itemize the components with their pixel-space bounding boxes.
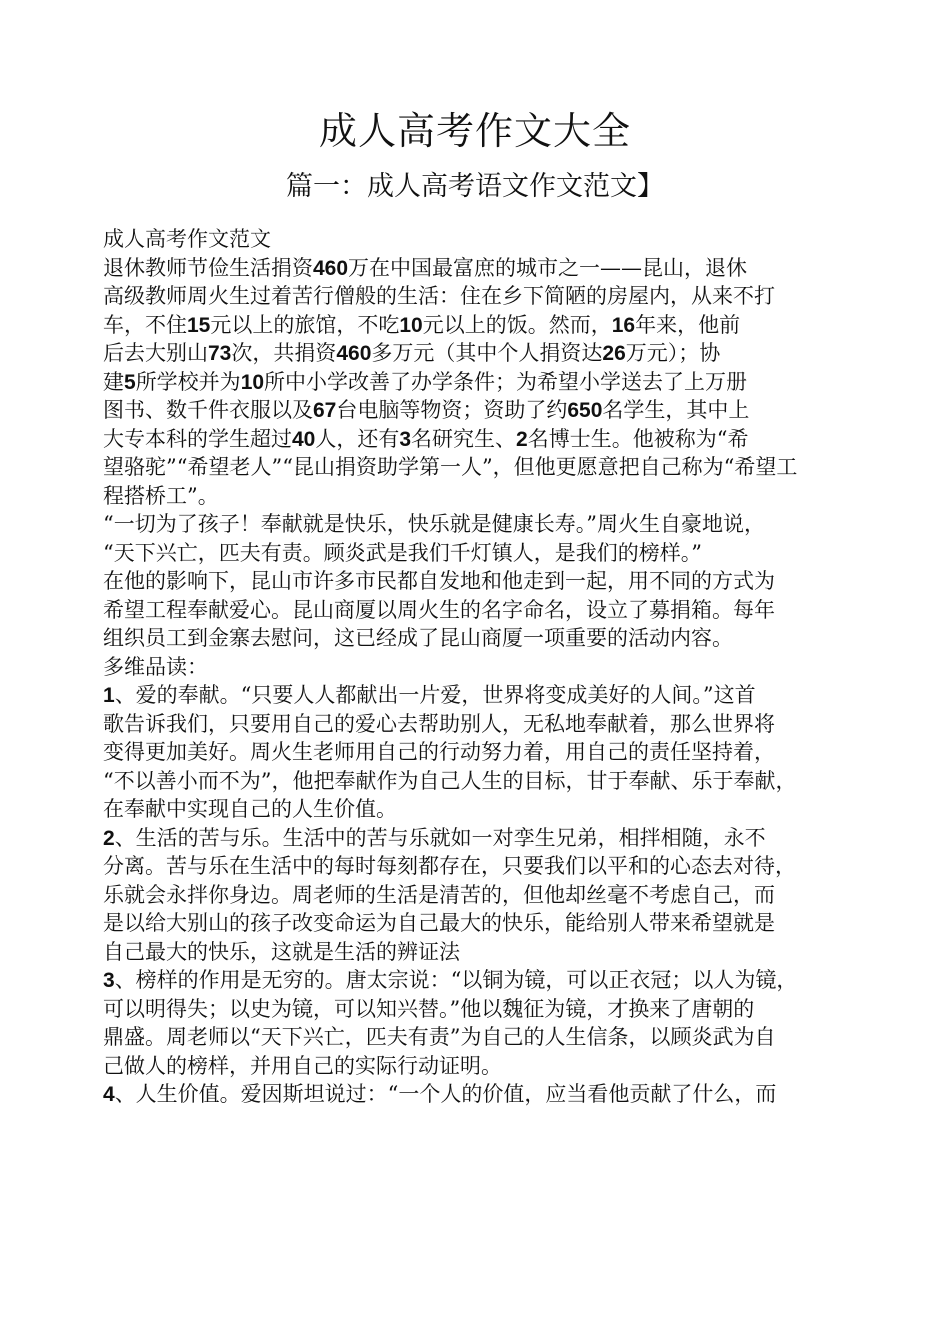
text-line: 3、榜样的作用是无穷的。唐太宗说：“以铜为镜，可以正衣冠；以人为镜，: [103, 968, 798, 992]
text-line: 是以给大别山的孩子改变命运为自己最大的快乐，能给别人带来希望就是: [103, 911, 775, 935]
document-body: [103, 225, 873, 1109]
text-line: 希望工程奉献爱心。昆山商厦以周火生的名字命名，设立了募捐箱。每年: [103, 597, 775, 622]
text-line: 鼎盛。周老师以“天下兴亡，匹夫有责”为自己的人生信条，以顾炎武为自: [103, 1025, 776, 1049]
text-line: “不以善小而不为”，他把奉献作为自己人生的目标，甘于奉献、乐于奉献，: [103, 768, 797, 793]
text-line: “一切为了孩子！奉献就是快乐，快乐就是健康长寿。”周火生自豪地说，: [103, 512, 765, 536]
text-line: 望骆驼”“希望老人”“昆山捐资助学第一人”，但他更愿意把自己称为“希望工: [103, 455, 798, 479]
text-line: 程搭桥工”。: [103, 483, 219, 508]
text-line: 建5所学校并为10所中小学改善了办学条件；为希望小学送去了上万册: [103, 369, 748, 394]
text-line: 2、生活的苦与乐。生活中的苦与乐就如一对孪生兄弟，相拌相随，永不: [103, 825, 766, 850]
text-line: 乐就会永拌你身边。周老师的生活是清苦的，但他却丝毫不考虑自己，而: [103, 882, 775, 907]
text-line: 组织员工到金寨去慰问，这已经成了昆山商厦一项重要的活动内容。: [103, 626, 733, 650]
text-line: 变得更加美好。周火生老师用自己的行动努力着，用自己的责任坚持着，: [103, 740, 775, 764]
text-line: 在他的影响下，昆山市许多市民都自发地和他走到一起，用不同的方式为: [103, 569, 775, 593]
text-line: 分离。苦与乐在生活中的每时每刻都存在，只要我们以平和的心态去对待，: [103, 854, 796, 878]
text-line: 高级教师周火生过着苦行僧般的生活：住在乡下简陋的房屋内，从来不打: [103, 284, 775, 308]
text-line: 1、爱的奉献。“只要人人都献出一片爱，世界将变成美好的人间。”这首: [103, 683, 756, 707]
text-line: 在奉献中实现自己的人生价值。: [103, 797, 397, 821]
text-line: 图书、数千件衣服以及67台电脑等物资；资助了约650名学生，其中上: [103, 398, 750, 422]
text-line: 大专本科的学生超过40人，还有3名研究生、2名博士生。他被称为“希: [103, 426, 749, 451]
text-line: 歌告诉我们，只要用自己的爱心去帮助别人，无私地奉献着，那么世界将: [103, 711, 775, 736]
text-line: 退休教师节俭生活捐资460万在中国最富庶的城市之一——昆山，退休: [103, 255, 748, 280]
text-line: 4、人生价值。爱因斯坦说过：“一个人的价值，应当看他贡献了什么，而: [103, 1082, 777, 1106]
text-line: 成人高考作文范文: [103, 227, 271, 251]
page-subtitle: 篇一：成人高考语文作文范文】: [286, 171, 664, 202]
text-line: 多维品读：: [103, 654, 208, 679]
page-title: 成人高考作文大全: [318, 109, 631, 153]
text-line: 车，不住15元以上的旅馆，不吃10元以上的饭。然而，16年来，他前: [103, 312, 741, 337]
text-line: “天下兴亡，匹夫有责。顾炎武是我们千灯镇人，是我们的榜样。”: [103, 540, 702, 565]
text-line: 己做人的榜样，并用自己的实际行动证明。: [103, 1053, 502, 1078]
text-line: 可以明得失；以史为镜，可以知兴替。”他以魏征为镜，才换来了唐朝的: [103, 996, 755, 1021]
text-line: 后去大别山73次，共捐资460多万元（其中个人捐资达26万元）；协: [103, 341, 721, 365]
text-line: 自己最大的快乐，这就是生活的辨证法: [103, 939, 460, 964]
